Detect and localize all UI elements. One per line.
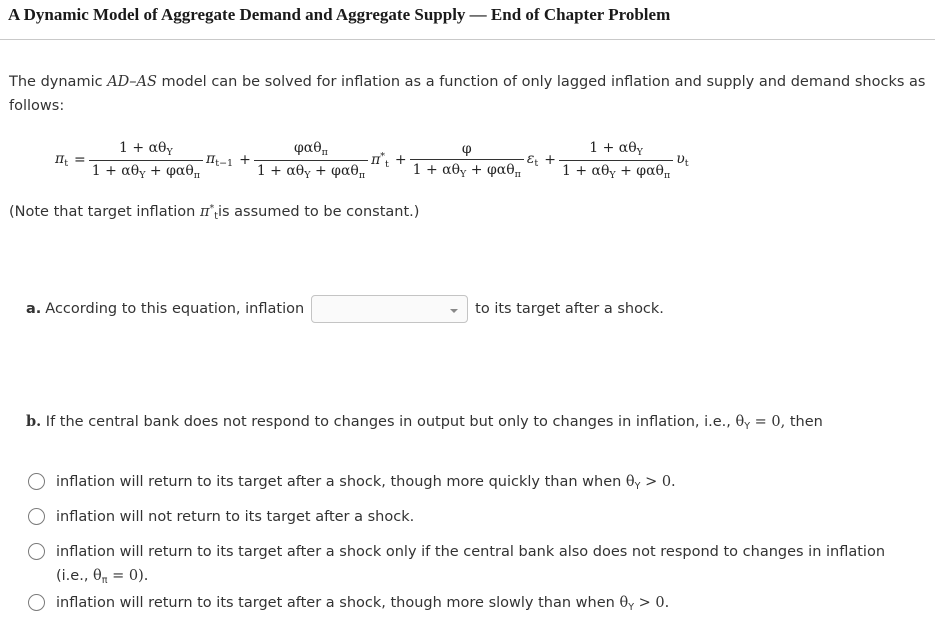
question-b-label: b.: [26, 413, 42, 430]
title-divider: [0, 39, 935, 40]
eq-equals: =: [74, 152, 86, 168]
eq-supply-shock: $\upsilon_t$: [676, 151, 689, 169]
eq-plus-1: +: [239, 152, 251, 168]
eq-fraction-3-denominator: $1 + \alpha\theta_Y + \varphi\alpha\theta_\pi$: [410, 159, 524, 180]
page-title: A Dynamic Model of Aggregate Demand and Aggregate Supply — End of Chapter Problem: [8, 5, 671, 24]
question-a-label: a.: [26, 301, 42, 317]
eq-fraction-3: [410, 141, 524, 180]
answer-option-text: inflation will not return to its target after a shock.: [56, 509, 415, 525]
radio-button[interactable]: [28, 594, 45, 611]
answer-option-3[interactable]: [28, 540, 906, 593]
intro-text-after: model can be solved for inflation as a function of only lagged inflation and supply and demand shocks as follows:: [9, 74, 926, 114]
eq-fraction-1-numerator: $1 + \alpha\theta_Y$: [119, 139, 173, 158]
eq-target-inflation: $\pi^*_t$: [371, 150, 389, 170]
radio-button[interactable]: [28, 473, 45, 490]
inflation-equation: [52, 136, 932, 184]
intro-paragraph: [9, 70, 929, 118]
eq-fraction-1: [89, 140, 203, 181]
inflation-behavior-dropdown[interactable]: [311, 295, 468, 323]
eq-lagged-inflation: $\pi_{t-1}$: [206, 151, 234, 169]
eq-fraction-2-numerator: φαθ$_\pi$: [293, 139, 328, 158]
intro-model-name: AD–AS: [107, 74, 157, 90]
eq-plus-3: +: [544, 152, 556, 168]
eq-fraction-2-denominator: $1 + \alpha\theta_Y + \varphi\alpha\theta_\pi$: [254, 160, 368, 181]
eq-fraction-4: [559, 140, 673, 181]
eq-fraction-3-numerator: φ: [461, 140, 472, 157]
note-text: (Note that target inflation $\pi^*_tis$ assumed to be constant.): [9, 203, 420, 222]
radio-button[interactable]: [28, 543, 45, 560]
eq-fraction-4-numerator: $1 + \alpha\theta_Y$: [589, 139, 643, 158]
question-a-text-after: to its target after a shock.: [475, 301, 664, 317]
answer-option-text: inflation will return to its target after a shock, though more slowly than when $\theta_Y > 0$.: [56, 595, 670, 613]
radio-button[interactable]: [28, 508, 45, 525]
chevron-down-icon: [450, 309, 458, 313]
answer-option-1[interactable]: [28, 470, 906, 499]
answer-option-text: inflation will return to its target after a shock only if the central bank also does not respond to changes in inflation (i.e., $\theta_\pi = 0$).: [56, 544, 886, 586]
eq-fraction-1-denominator: $1 + \alpha\theta_Y + \varphi\alpha\theta_\pi$: [89, 160, 203, 181]
intro-text-before: The dynamic: [9, 74, 108, 90]
eq-fraction-2: [254, 140, 368, 181]
eq-plus-2: +: [394, 152, 407, 168]
question-a: [26, 294, 664, 324]
question-a-text-before: According to this equation, inflation: [45, 301, 305, 317]
eq-demand-shock: $\varepsilon_t$: [526, 151, 539, 169]
answer-option-2[interactable]: [28, 505, 906, 529]
eq-fraction-4-denominator: $1 + \alpha\theta_Y + \varphi\alpha\theta_\pi$: [559, 160, 673, 181]
question-b: b. If the central bank does not respond to changes in output but only to changes in inflation, i.e., $\theta_Y = 0$, then: [26, 413, 823, 432]
answer-option-4[interactable]: [28, 591, 906, 620]
answer-option-text: inflation will return to its target after a shock, though more quickly than when $\theta_Y > 0$.: [56, 474, 676, 492]
eq-lhs: $\pi_t$: [55, 151, 69, 169]
